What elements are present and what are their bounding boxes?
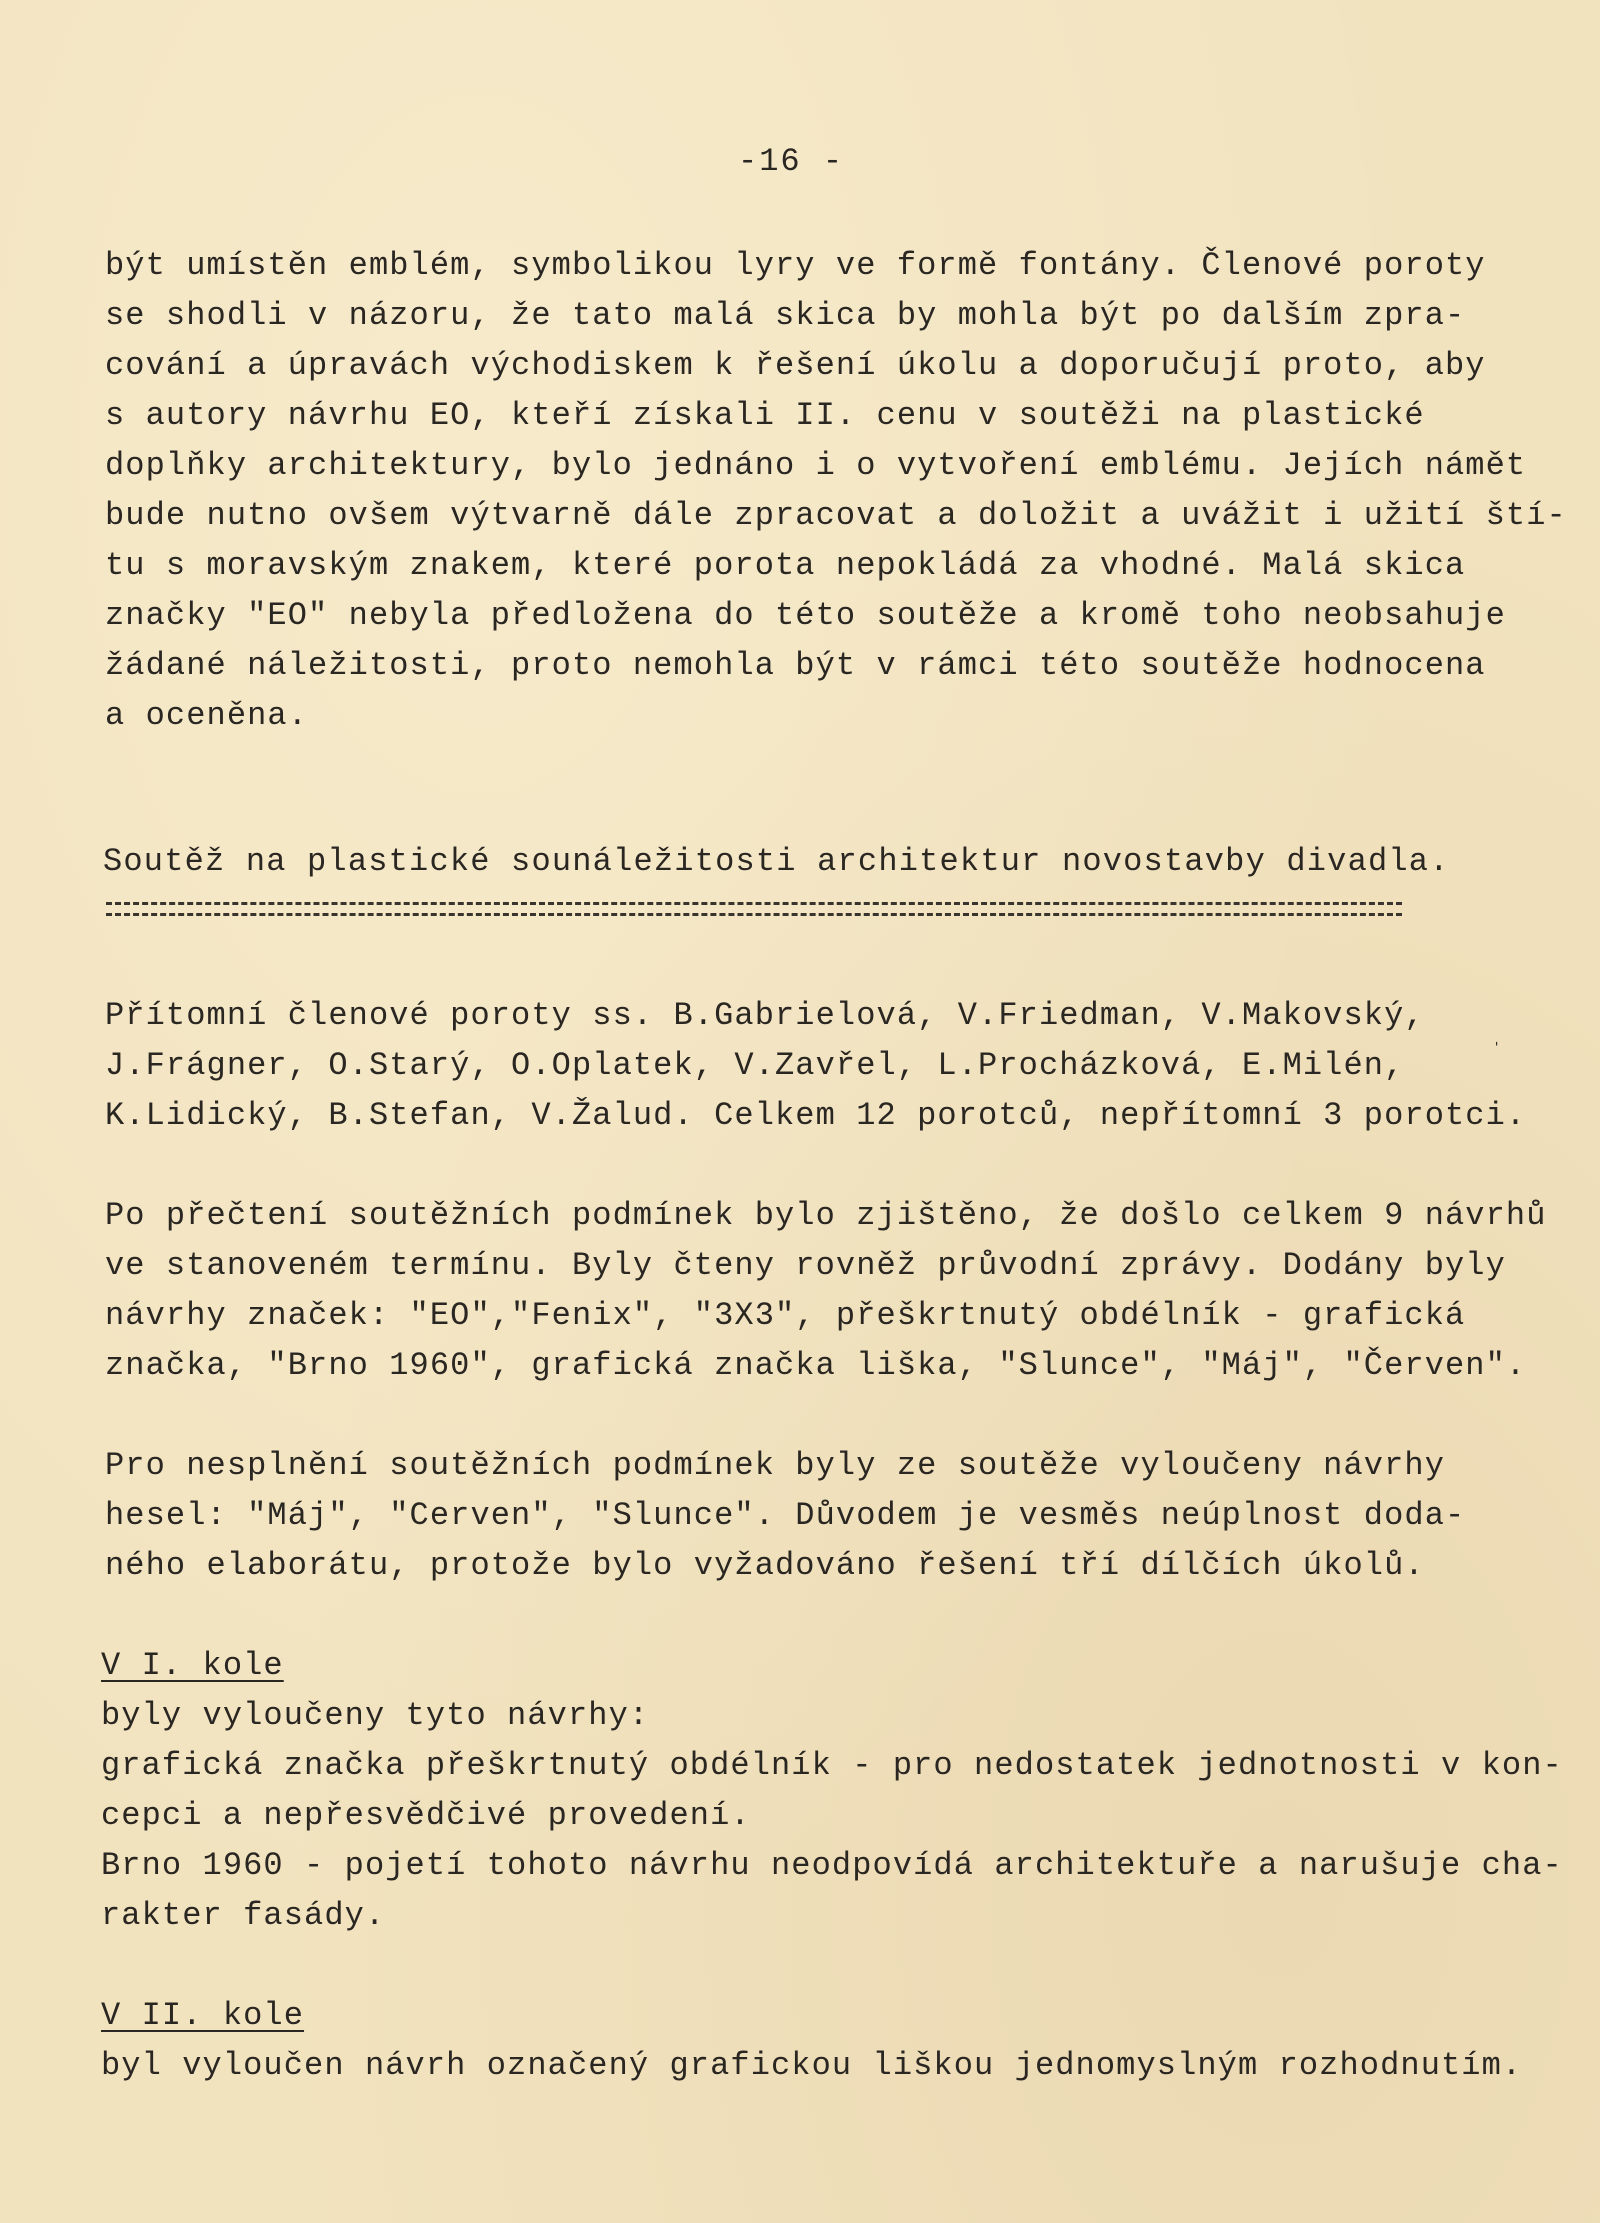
paragraph-1-line: cování a úpravách východiskem k řešení úkolu a doporučují proto, aby	[105, 347, 1486, 384]
paragraph-2-line: J.Frágner, O.Starý, O.Oplatek, V.Zavřel, L.Procházková, E.Milén,	[105, 1047, 1405, 1084]
paragraph-3-line: ve stanoveném termínu. Byly čteny rovněž průvodní zprávy. Dodány byly	[105, 1247, 1506, 1284]
round-1-line: rakter fasády.	[101, 1897, 386, 1934]
paragraph-2-line: Přítomní členové poroty ss. B.Gabrielová, V.Friedman, V.Makovský,	[105, 997, 1425, 1034]
paragraph-1-line: bude nutno ovšem výtvarně dále zpracovat a doložit a uvážit i užití ští-	[105, 497, 1567, 534]
round-1-line: grafická značka přeškrtnutý obdélník - pro nedostatek jednotnosti v kon-	[101, 1747, 1563, 1784]
round-1-line: cepci a nepřesvědčivé provedení.	[101, 1797, 751, 1834]
round-2-heading: V II. kole	[101, 1997, 305, 2034]
round-1-line: byly vyloučeny tyto návrhy:	[101, 1697, 650, 1734]
paragraph-1-line: s autory návrhu EO, kteří získali II. cenu v soutěži na plastické	[105, 397, 1425, 434]
paragraph-3-line: značka, "Brno 1960", grafická značka liška, "Slunce", "Máj", "Červen".	[105, 1347, 1527, 1384]
double-underline-rule	[106, 902, 1402, 916]
paragraph-1-line: žádané náležitosti, proto nemohla být v rámci této soutěže hodnocena	[105, 647, 1486, 684]
paragraph-1-line: být umístěn emblém, symbolikou lyry ve formě fontány. Členové poroty	[105, 247, 1486, 284]
paragraph-2-line: K.Lidický, B.Stefan, V.Žalud. Celkem 12 porotců, nepřítomní 3 porotci.	[105, 1097, 1527, 1134]
paragraph-1-line: se shodli v názoru, že tato malá skica by mohla být po dalším zpra-	[105, 297, 1466, 334]
section-heading: Soutěž na plastické sounáležitosti architektur novostavby divadla.	[103, 843, 1450, 880]
round-1-heading: V I. kole	[101, 1647, 284, 1684]
page-number: -16 -	[738, 143, 845, 180]
round-2-line: byl vyloučen návrh označený grafickou liškou jednomyslným rozhodnutím.	[101, 2047, 1523, 2084]
paragraph-1-line: doplňky architektury, bylo jednáno i o vytvoření emblému. Jejích námět	[105, 447, 1527, 484]
paragraph-4-line: Pro nesplnění soutěžních podmínek byly ze soutěže vyloučeny návrhy	[105, 1447, 1446, 1484]
paragraph-4-line: hesel: "Máj", "Cerven", "Slunce". Důvodem je vesměs neúplnost doda-	[105, 1497, 1466, 1534]
paragraph-3-line: návrhy značek: "EO","Fenix", "3X3", přeškrtnutý obdélník - grafická	[105, 1297, 1466, 1334]
paragraph-1-line: značky "EO" nebyla předložena do této soutěže a kromě toho neobsahuje	[105, 597, 1506, 634]
paragraph-3-line: Po přečtení soutěžních podmínek bylo zjištěno, že došlo celkem 9 návrhů	[105, 1197, 1547, 1234]
paragraph-1-line: tu s moravským znakem, které porota nepokládá za vhodné. Malá skica	[105, 547, 1466, 584]
ink-mark-icon: ˈ	[1490, 1040, 1504, 1065]
round-1-line: Brno 1960 - pojetí tohoto návrhu neodpovídá architektuře a narušuje cha-	[101, 1847, 1563, 1884]
paragraph-4-line: ného elaborátu, protože bylo vyžadováno řešení tří dílčích úkolů.	[105, 1547, 1425, 1584]
paragraph-1-line: a oceněna.	[105, 697, 309, 734]
